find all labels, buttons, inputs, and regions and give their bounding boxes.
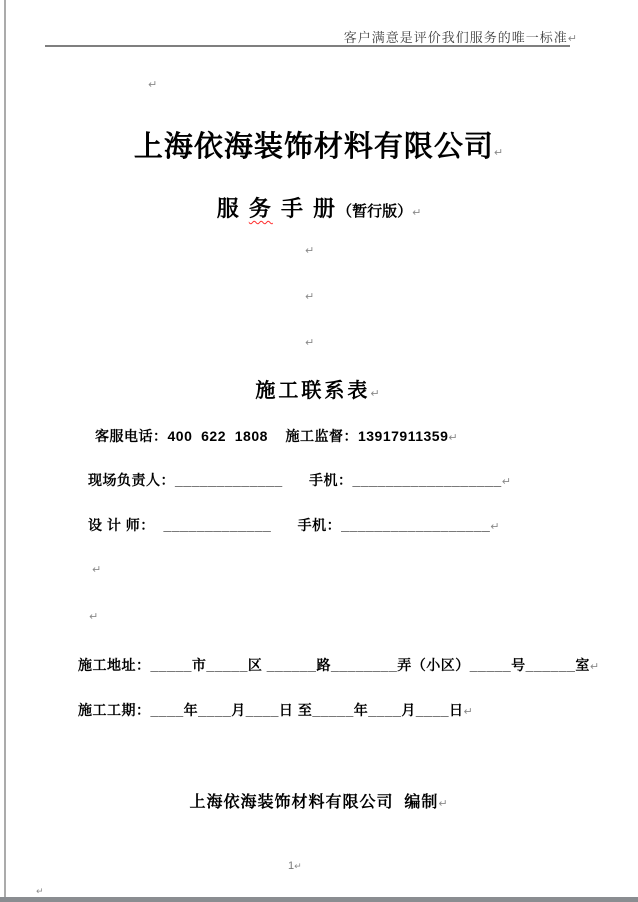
paragraph-mark-icon: ↵ <box>92 563 102 576</box>
paragraph-mark-icon: ↵ <box>438 797 449 810</box>
paragraph-mark-icon: ↵ <box>305 336 315 349</box>
paragraph-mark-icon: ↵ <box>370 387 383 400</box>
designer-text: 设 计 师： _____________ 手机：__________________ <box>88 517 491 533</box>
period-text: 施工工期：____年____月____日 至_____年____月____日 <box>78 702 464 718</box>
site-manager-text: 现场负责人：_____________ 手机：__________________ <box>88 472 502 488</box>
paragraph-mark-icon: ↵ <box>448 431 459 444</box>
paragraph-mark-icon: ↵ <box>589 660 600 673</box>
page-number-text: 1 <box>288 860 295 872</box>
subtitle-suffix: （暂行版） <box>337 203 413 220</box>
paragraph-mark-icon: ↵ <box>305 290 315 303</box>
document-title-text: 上海依海装饰材料有限公司 <box>133 131 494 163</box>
section-title-text: 施工联系表 <box>255 380 371 402</box>
designer-line[interactable] <box>88 515 500 535</box>
subtitle-misspelled-word: 务 <box>248 196 273 221</box>
header-rule <box>45 45 570 47</box>
paragraph-mark-icon: ↵ <box>493 146 505 159</box>
section-title[interactable] <box>0 374 638 403</box>
paragraph-mark-icon: ↵ <box>567 32 578 45</box>
paragraph-mark-icon: ↵ <box>148 78 158 91</box>
subtitle-tail: 手 册 <box>272 196 338 221</box>
paragraph-mark-icon: ↵ <box>463 705 474 718</box>
header-slogan-text: 客户满意是评价我们服务的唯一标准 <box>343 30 568 45</box>
page-number <box>288 860 302 872</box>
header-slogan[interactable] <box>344 27 578 46</box>
customer-service-line[interactable] <box>95 426 458 446</box>
paragraph-mark-icon: ↵ <box>36 886 44 896</box>
customer-service-text: 客服电话：400 622 1808 施工监督：13917911359 <box>95 428 449 444</box>
paragraph-mark-icon: ↵ <box>501 475 512 488</box>
document-subtitle[interactable] <box>0 192 638 223</box>
subtitle-lead: 服 <box>216 196 249 221</box>
page-bottom-edge <box>0 897 638 902</box>
prepared-by-line[interactable] <box>0 789 638 812</box>
paragraph-mark-icon: ↵ <box>294 861 302 871</box>
paragraph-mark-icon: ↵ <box>305 244 315 257</box>
paragraph-mark-icon: ↵ <box>89 610 99 623</box>
document-title[interactable] <box>0 124 638 165</box>
period-line[interactable] <box>78 700 473 720</box>
site-manager-line[interactable] <box>88 470 511 490</box>
paragraph-mark-icon: ↵ <box>412 206 422 219</box>
address-text: 施工地址：_____市_____区 ______路________弄（小区）_____号______室 <box>78 657 590 673</box>
paragraph-mark-icon: ↵ <box>490 520 500 533</box>
prepared-by-text: 上海依海装饰材料有限公司 编制 <box>189 794 439 811</box>
address-line[interactable] <box>78 655 600 675</box>
